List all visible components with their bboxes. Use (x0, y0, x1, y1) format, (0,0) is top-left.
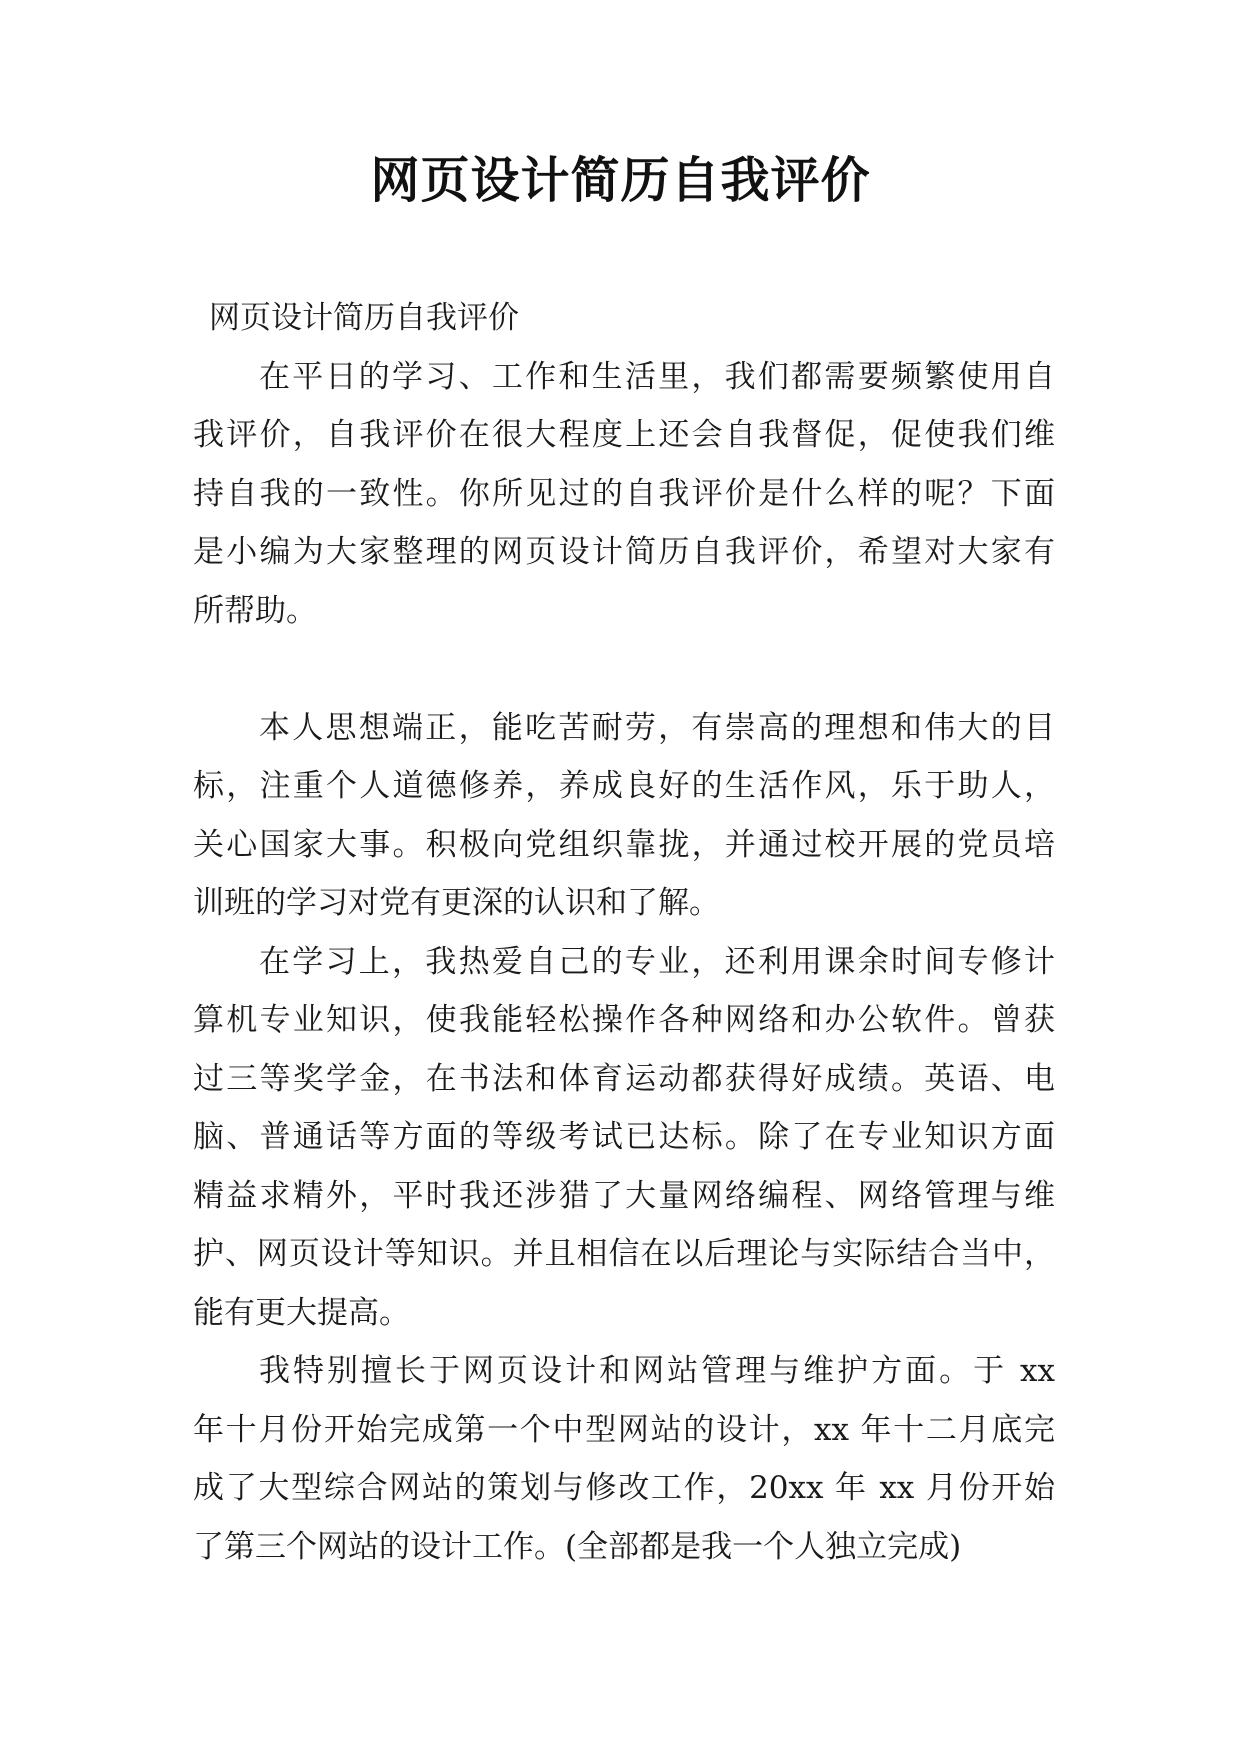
paragraph-study (193, 933, 1055, 1343)
paragraph-line: 持自我的一致性。你所见过的自我评价是什么样的呢？下面 (193, 475, 1055, 512)
paragraph-line: 是小编为大家整理的网页设计简历自我评价，希望对大家有 (193, 534, 1055, 570)
paragraph-line: 关心国家大事。积极向党组织靠拢，并通过校开展的党员培 (193, 826, 1055, 863)
paragraph-line: 我特别擅长于网页设计和网站管理与维护方面。于 xx (259, 1353, 1055, 1389)
paragraph-line: 标，注重个人道德修养，养成良好的生活作风，乐于助人， (193, 768, 1055, 804)
paragraph-line: 年十月份开始完成第一个中型网站的设计，xx 年十二月底完 (193, 1411, 1055, 1448)
paragraph-line: 我评价，自我评价在很大程度上还会自我督促，促使我们维 (193, 417, 1055, 453)
paragraph-line: 护、网页设计等知识。并且相信在以后理论与实际结合当中， (193, 1236, 1055, 1272)
paragraph-line: 在学习上，我热爱自己的专业，还利用课余时间专修计 (259, 943, 1055, 980)
document-body (193, 289, 1055, 1576)
paragraph-web-design (193, 1342, 1055, 1576)
paragraph-line: 脑、普通话等方面的等级考试已达标。除了在专业知识方面 (193, 1119, 1055, 1155)
paragraph-line: 成了大型综合网站的策划与修改工作，20xx 年 xx 月份开始 (193, 1470, 1055, 1506)
document-subtitle: 网页设计简历自我评价 (209, 300, 519, 336)
paragraph-line: 训班的学习对党有更深的认识和了解。 (193, 885, 720, 921)
paragraph-line: 精益求精外，平时我还涉猎了大量网络编程、网络管理与维 (193, 1177, 1055, 1214)
document-title: 网页设计简历自我评价 (370, 151, 871, 209)
paragraph-line: 在平日的学习、工作和生活里，我们都需要频繁使用自 (259, 358, 1055, 395)
paragraph-line: 算机专业知识，使我能轻松操作各种网络和办公软件。曾获 (193, 1002, 1055, 1038)
paragraph-line: 能有更大提高。 (193, 1294, 410, 1331)
paragraph-line: 所帮助。 (193, 592, 317, 629)
paragraph-line: 过三等奖学金，在书法和体育运动都获得好成绩。英语、电 (193, 1060, 1055, 1097)
paragraph-intro (193, 348, 1055, 641)
paragraph-line: 本人思想端正，能吃苦耐劳，有崇高的理想和伟大的目 (259, 709, 1055, 746)
paragraph-character (193, 699, 1055, 933)
paragraph-line: 了第三个网站的设计工作。(全部都是我一个人独立完成) (193, 1528, 962, 1565)
